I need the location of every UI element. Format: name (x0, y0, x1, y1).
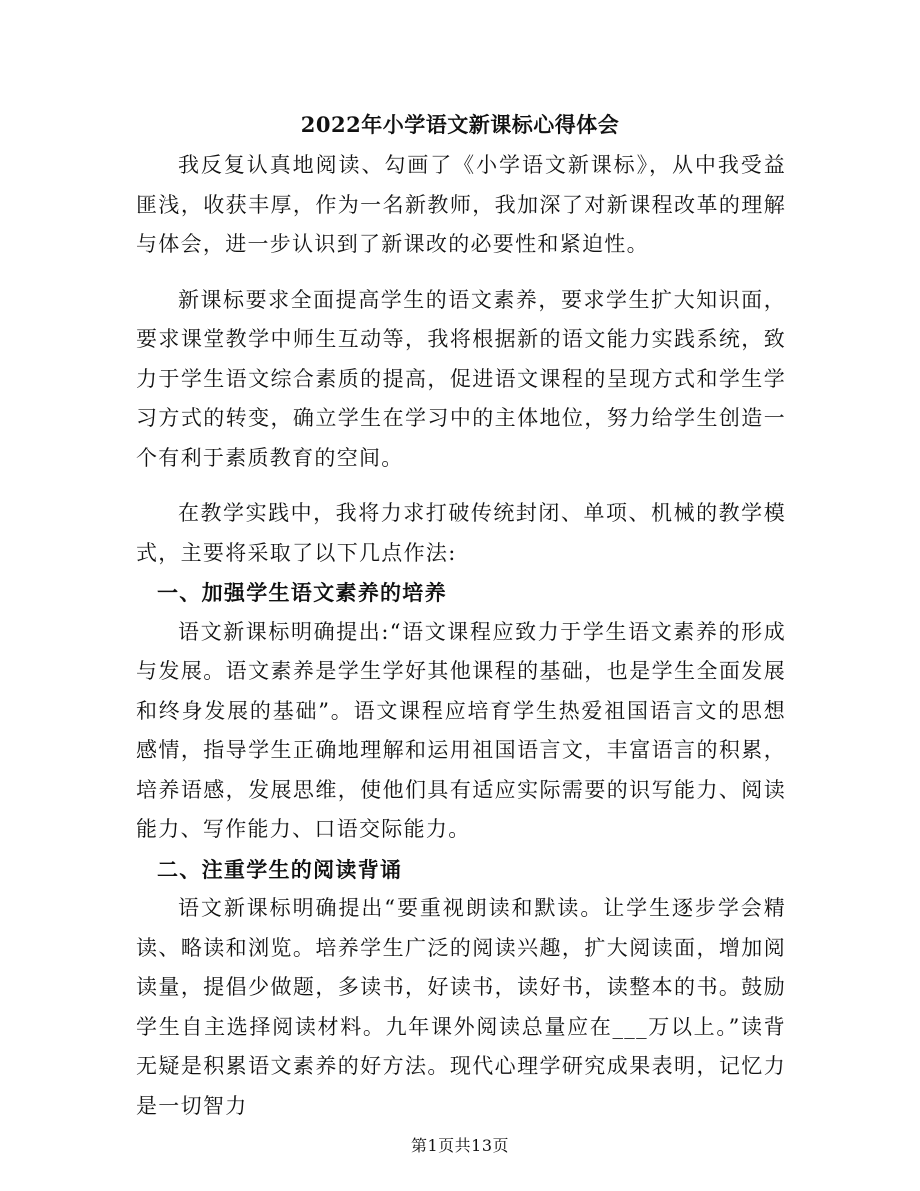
section-heading-2: 二、注重学生的阅读背诵 (157, 856, 403, 882)
paragraph-5: 语文新课标明确提出“要重视朗读和默读。让学生逐步学会精读、略读和浏览。培养学生广泛的阅读兴趣，扩大阅读面，增加阅读量，提倡少做题，多读书，好读书，读好书，读整本的书。鼓励学生自主选择阅读材料。九年课外阅读总量应在___万以上。”读背无疑是积累语文素养的好方法。现代心理学研究成果表明，记忆力是一切智力 (136, 896, 786, 1118)
paragraph-4: 语文新课标明确提出:“语文课程应致力于学生语文素养的形成与发展。语文素养是学生学好其他课程的基础，也是学生全面发展和终身发展的基础”。语文课程应培育学生热爱祖国语言文的思想感情，指导学生正确地理解和运用祖国语言文，丰富语言的积累，培养语感，发展思维，使他们具有适应实际需要的识写能力、阅读能力、写作能力、口语交际能力。 (136, 619, 786, 841)
paragraph-2: 新课标要求全面提高学生的语文素养，要求学生扩大知识面，要求课堂教学中师生互动等，我将根据新的语文能力实践系统，致力于学生语文综合素质的提高，促进语文课程的呈现方式和学生学习方式的转变，确立学生在学习中的主体地位，努力给学生创造一个有利于素质教育的空间。 (136, 287, 786, 470)
section-heading-1: 一、加强学生语文素养的培养 (157, 580, 447, 605)
page-number-footer: 第1页共13页 (410, 1136, 510, 1155)
document-body (136, 146, 786, 1126)
paragraph-3: 在教学实践中，我将力求打破传统封闭、单项、机械的教学模式，主要将采取了以下几点作法: (136, 501, 786, 565)
document-title: 2022年小学语文新课标心得体会 (300, 112, 620, 137)
paragraph-1: 我反复认真地阅读、勾画了《小学语文新课标》，从中我受益匪浅，收获丰厚，作为一名新教师，我加深了对新课程改革的理解与体会，进一步认识到了新课改的必要性和紧迫性。 (136, 153, 786, 256)
